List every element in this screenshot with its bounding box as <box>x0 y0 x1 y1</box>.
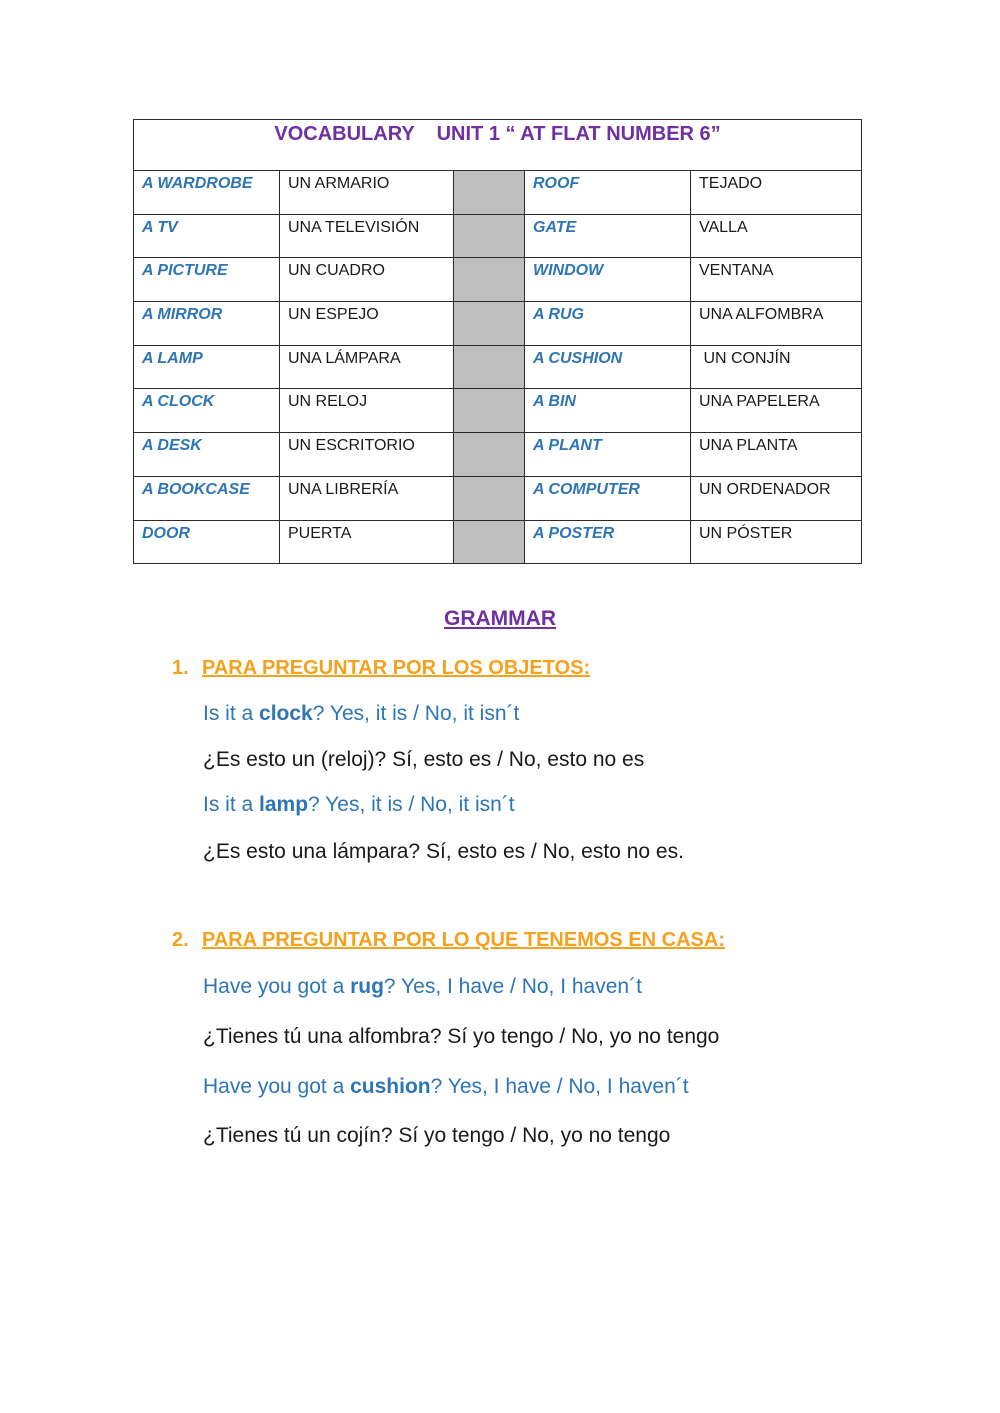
table-row <box>134 476 862 520</box>
english-example <box>203 1075 689 1099</box>
spanish-translation: UN ESCRITORIO <box>280 433 454 477</box>
example-text: ? Yes, it is / No, it isn´t <box>308 793 515 816</box>
spanish-translation: UNA LÁMPARA <box>280 345 454 389</box>
table-row <box>134 389 862 433</box>
spanish-translation: UNA PLANTA <box>691 433 862 477</box>
table-row <box>134 258 862 302</box>
spanish-translation-line: ¿Es esto un (reloj)? Sí, esto es / No, esto no es <box>203 748 645 771</box>
gray-separator <box>454 520 525 564</box>
highlighted-word: cushion <box>350 1075 431 1098</box>
spanish-translation: UN ARMARIO <box>280 171 454 215</box>
english-word: A COMPUTER <box>525 476 691 520</box>
spanish-translation: UN RELOJ <box>280 389 454 433</box>
english-word: A WARDROBE <box>134 171 280 215</box>
gray-separator <box>454 345 525 389</box>
example-text: ? Yes, it is / No, it isn´t <box>312 702 520 725</box>
english-word: WINDOW <box>525 258 691 302</box>
section-heading-text: PARA PREGUNTAR POR LOS OBJETOS: <box>202 657 591 679</box>
english-word: A MIRROR <box>134 302 280 346</box>
table-row <box>134 520 862 564</box>
spanish-translation-line: ¿Tienes tú un cojín? Sí yo tengo / No, yo no tengo <box>203 1124 671 1147</box>
english-word: A BIN <box>525 389 691 433</box>
table-row <box>134 345 862 389</box>
example-text: Have you got a <box>203 975 351 998</box>
spanish-translation: UNA PAPELERA <box>691 389 862 433</box>
spanish-translation: UN CUADRO <box>280 258 454 302</box>
spanish-translation: UNA LIBRERÍA <box>280 476 454 520</box>
english-word: A CLOCK <box>134 389 280 433</box>
spanish-translation: UNA ALFOMBRA <box>691 302 862 346</box>
table-row <box>134 171 862 215</box>
gray-separator <box>454 433 525 477</box>
gray-separator <box>454 389 525 433</box>
english-word: GATE <box>525 214 691 258</box>
section-number: 2. <box>172 929 189 951</box>
spanish-translation: UN ESPEJO <box>280 302 454 346</box>
english-example <box>203 793 515 817</box>
vocabulary-title-row <box>134 120 862 171</box>
spanish-translation: UN ORDENADOR <box>691 476 862 520</box>
english-word: A PLANT <box>525 433 691 477</box>
highlighted-word: lamp <box>259 793 309 816</box>
english-word: A PICTURE <box>134 258 280 302</box>
gray-separator <box>454 171 525 215</box>
table-row <box>134 433 862 477</box>
spanish-translation: PUERTA <box>280 520 454 564</box>
section-heading-text: PARA PREGUNTAR POR LO QUE TENEMOS EN CASA: <box>202 929 725 951</box>
english-word: ROOF <box>525 171 691 215</box>
table-row <box>134 302 862 346</box>
grammar-title: GRAMMAR <box>444 607 556 630</box>
spanish-translation: UN CONJÍN <box>691 345 862 389</box>
spanish-translation-line: ¿Tienes tú una alfombra? Sí yo tengo / No, yo no tengo <box>203 1025 720 1048</box>
gray-separator <box>454 302 525 346</box>
english-word: A BOOKCASE <box>134 476 280 520</box>
english-word: A CUSHION <box>525 345 691 389</box>
section-number: 1. <box>172 657 189 679</box>
example-text: Is it a <box>203 702 260 725</box>
highlighted-word: clock <box>259 702 313 725</box>
english-example <box>203 702 519 726</box>
spanish-translation: VENTANA <box>691 258 862 302</box>
table-row <box>134 214 862 258</box>
section-2-heading <box>172 929 725 952</box>
spanish-translation: UN PÓSTER <box>691 520 862 564</box>
spanish-translation: UNA TELEVISIÓN <box>280 214 454 258</box>
example-text: ? Yes, I have / No, I haven´t <box>430 1075 689 1098</box>
vocabulary-title: VOCABULARY UNIT 1 “ AT FLAT NUMBER 6” <box>134 120 862 171</box>
section-1-heading <box>172 657 590 680</box>
example-text: ? Yes, I have / No, I haven´t <box>383 975 642 998</box>
spanish-translation-line: ¿Es esto una lámpara? Sí, esto es / No, esto no es. <box>203 840 684 863</box>
example-text: Have you got a <box>203 1075 351 1098</box>
english-word: DOOR <box>134 520 280 564</box>
english-word: A DESK <box>134 433 280 477</box>
highlighted-word: rug <box>350 975 384 998</box>
vocabulary-table <box>133 119 862 564</box>
english-example <box>203 975 642 999</box>
spanish-translation: TEJADO <box>691 171 862 215</box>
gray-separator <box>454 214 525 258</box>
example-text: Is it a <box>203 793 260 816</box>
english-word: A LAMP <box>134 345 280 389</box>
gray-separator <box>454 258 525 302</box>
spanish-translation: VALLA <box>691 214 862 258</box>
english-word: A POSTER <box>525 520 691 564</box>
english-word: A RUG <box>525 302 691 346</box>
english-word: A TV <box>134 214 280 258</box>
gray-separator <box>454 476 525 520</box>
